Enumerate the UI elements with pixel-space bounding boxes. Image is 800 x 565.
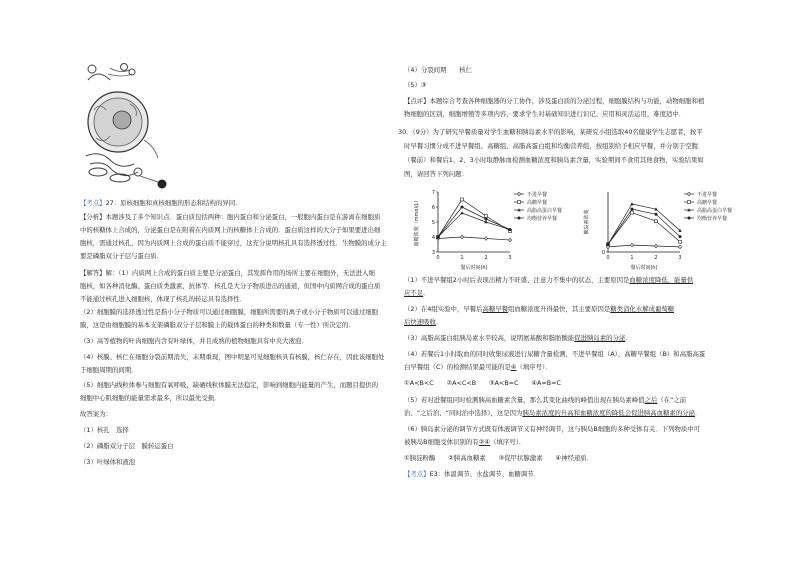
answer-blank: 胰岛素浓度的升高和血糖浓度的降低会促进胰高血糖素的分泌 [522,409,695,417]
series-line [438,200,510,238]
data-point [485,218,488,221]
fenxi-line: 中的核糖体上合成的，分泌蛋白是在附着在内质网上的核糖体上合成的．蛋白质这样的大分子如果要进出细 [80,226,381,234]
data-point [485,215,488,218]
question-line: 治、“之后治、“同时治中选择），这是因为胰岛素浓度的升高和血糖浓度的降低会促进胰高血糖素的分泌． [404,409,702,417]
series-line [608,204,680,244]
question-line: （餐前）和餐后1、2、3小时取静脉血检测血糖浓度和胰岛素含量，实验期间不食用其他食物，实验结果如 [404,156,704,164]
legend-marker [517,192,520,196]
data-point [655,220,658,223]
data-point [630,243,633,247]
x-tick-label: 2 [484,255,488,261]
y-tick-label: 4 [431,234,435,241]
jieda-line: （2）细胞膜的选择透过性是指小分子物质可以通过细胞膜，细胞所需要的离子或小分子物质可以通过细胞 [80,308,379,316]
data-point [679,235,682,238]
answer-blank: ②④ [478,438,491,446]
x-tick-label: 1 [630,255,634,261]
series-line [608,245,680,247]
answer-blank: 应不足 [404,289,424,297]
question-line: （6）胰岛素分泌的调节方式既有体液调节又有神经调节，这与胰岛B细胞的多种受体有关．下列物质中可 [404,425,701,433]
legend-marker [518,201,521,204]
x-tick-label: 0 [606,255,610,261]
jieda-line: 胞核，如各种消化酶、蛋白质类激素、抗体等．核孔是大分子物质进出的通道，但国中内质网合成的蛋白质 [80,282,381,290]
answer-blank: 后快速吸收 [404,318,436,326]
series-line [438,237,510,240]
legend-marker [518,217,521,220]
jieda-line: 不能通过核孔进入细胞核，体现了核孔的转运具有选择性． [80,295,247,303]
legend-marker [687,192,690,196]
legend-label: 高脂高蛋白早餐 [697,207,733,214]
question-line: 后快速吸收． [404,318,443,326]
data-point [460,235,463,239]
options-line: ①A<B<C ②A<C<B ③A<B=C ④A=B=C [404,379,561,387]
legend-label: 高脂高蛋白早餐 [527,207,563,214]
data-point [437,236,440,239]
x-tick-label: 3 [678,255,682,261]
data-point [631,211,634,214]
data-point [461,198,464,201]
question-line: 时早餐习惯分成不进早餐组、高糖组、高脂高蛋白组和均衡营养组，按组别给予相应早餐，并分别于空腹 [404,142,698,150]
legend-label: 不进早餐 [527,191,548,198]
legend-label: 高糖早餐 [527,199,548,206]
fenxi-line: 胞核，需通过核孔，因为内质网上合成的蛋白质不能穿过，这充分说明核孔具有选择透过性．生物膜的成分主 [80,239,387,247]
options-line: ①胰淀粉酶 ②胰高血糖素 ③促甲状腺激素 ④神经递质． [404,454,594,462]
data-point [461,206,464,209]
question-line: （1）不进早餐组2小时后表现出精力不旺盛、注意力不集中的状态，主要原因是血糖浓度降低，能量供 [404,276,694,284]
answer-line: （2）磷脂双分子层 膜转运蛋白 [80,442,174,450]
jieda-line: 于细胞周期的间期． [80,366,138,374]
answer-blank: 血糖浓度降低，能量供 [629,276,694,284]
question-line: 白早餐组（C）的检测结果最可能的是④（填序号）． [404,363,552,371]
answer-line: （4）分裂间期 核仁 [404,66,472,74]
jieda-line: 细胞中心肌细胞的能量需求最多，所以最先受损． [80,394,221,402]
kaodian-line: 【考点】E3：体温调节、水盐调节、血糖调节． [404,470,540,478]
legend-label: 均衡营养早餐 [697,215,728,222]
answer-line: （1）核孔 选择 [80,426,129,434]
data-point [631,208,634,211]
data-point [655,213,658,216]
answer-blank: 糖类消化水解成葡萄糖 [610,305,675,313]
question-line: 被胰岛B细胞受体识别的有②④（填序号）． [404,438,526,446]
question-line: 30．（9分）为了研究早餐质量对学生血糖和胰岛素水平的影响，某研究小组选取40名健康学生志愿者，按平 [398,128,703,136]
y-tick-label: 5 [431,219,435,226]
y-tick-label: 0 [601,249,605,256]
data-point [508,238,511,242]
y-axis-label: 胰岛素浓度 [584,209,590,235]
x-tick-label: 1 [460,255,464,261]
fenxi-line: 要是磷脂双分子层与蛋白质． [80,252,164,260]
x-tick-label: 3 [508,255,512,261]
question-line: （4）若餐后1小时取血的同时收集尿液进行尿糖含量检测，不进早餐组（A）、高糖早餐组（B）和高脂高蛋 [404,350,706,358]
fenxi-line: 【分析】本题涉及了多个知识点．蛋白质包括两种：胞内蛋白和分泌蛋白，一般胞内蛋白是在游离在细胞质 [80,213,381,221]
jieda-line: 膜，这是由细胞膜的基本支架磷脂双分子层和膜上的载体蛋白的种类和数量（专一性）所决定的． [80,321,355,329]
answer-line: （5）③ [404,81,427,89]
cell-diagram-image [80,60,172,194]
data-point [630,202,633,205]
y-axis-label: 血糖浓度（mmol/L） [414,197,420,247]
data-point [679,240,682,243]
legend-marker [688,217,691,220]
legend-label: 不进早餐 [697,191,718,198]
data-point [509,228,512,231]
answer-blank: ④ [510,363,517,371]
data-point [678,245,681,249]
x-axis-label: 餐后时间(h) [460,265,488,271]
answer-blank: 促进胰岛素的分泌 [574,334,626,342]
insulin-chart [580,184,740,272]
data-point [654,244,657,248]
jieda-line: 故答案为： [80,410,112,418]
data-point [460,211,463,214]
y-tick-label: 7 [431,189,435,196]
answer-blank: 高糖早餐 [482,305,508,313]
jieda-line: （3）高等植物的叶肉细胞内含有叶绿体，并且成熟的植物细胞具有中央大液泡． [80,337,308,345]
legend-label: 高糖早餐 [697,199,718,206]
answer-blank: 之后 [644,396,658,404]
jieda-line: （4）核膜、核仁在细胞分裂前期消失，末期重现，图中明显可见细胞核具有核膜，核仁存在，因此该细胞处 [80,353,385,361]
blood-glucose-chart [410,184,570,272]
question-line: 应不足． [404,289,430,297]
x-tick-label: 2 [654,255,658,261]
answer-line: （3）叶绿体和液泡 [80,458,136,466]
question-line: （5）若对进餐组同时检测胰高血糖素含量，那么其变化曲线的峰值出现在胰岛素峰值之后（在“之前 [404,396,687,404]
x-axis-label: 餐后时间(h) [630,265,658,271]
series-line [438,207,510,237]
legend-marker [688,201,691,204]
question-line: （2）在4组实验中，早餐后高糖早餐组血糖浓度升得最快，其主要原因是糖类消化水解成葡萄糖 [404,305,675,313]
question-line: （3）高脂高蛋白组胰岛素水平较高，说明氨基酸和脂肪酸能促进胰岛素的分泌． [404,334,632,342]
kaodian-tag: 【考点】 [404,470,430,478]
y-tick-label: 3 [431,249,435,256]
y-tick-label: 6 [431,204,435,211]
dianping-line: 物细胞的区别，细胞增殖等多项内容，要求学生对基础知识进行识记、应用和灵活运用，难度适中． [404,110,686,118]
kaodian-text: 27：原核细胞和真核细胞的形态和结构的异同. [105,199,238,207]
kaodian-tag: 【考点】 [80,199,106,207]
jieda-line: （5）细胞内线粒体参与细胞有氧呼吸，缺硒线粒体膜无法稳定，影响到细胞内能量的产生，而题目提供的 [80,381,379,389]
jieda-line: 【解答】解：（1）内质网上合成的蛋白质主要是分泌蛋白，其发挥作用的场所主要在细胞外，无法进入细 [80,269,375,277]
kaodian-line [80,198,237,210]
data-point [484,237,487,241]
question-line: 图，请回答下列问题： [404,170,468,178]
dianping-line: 【点评】本题综合考查各种细胞器的分工协作，涉及蛋白质的分泌过程，细胞膜结构与功能，动物细胞和植 [404,97,705,105]
data-point [607,243,610,246]
legend-label: 均衡营养早餐 [527,215,558,222]
x-tick-label: 0 [436,255,440,261]
